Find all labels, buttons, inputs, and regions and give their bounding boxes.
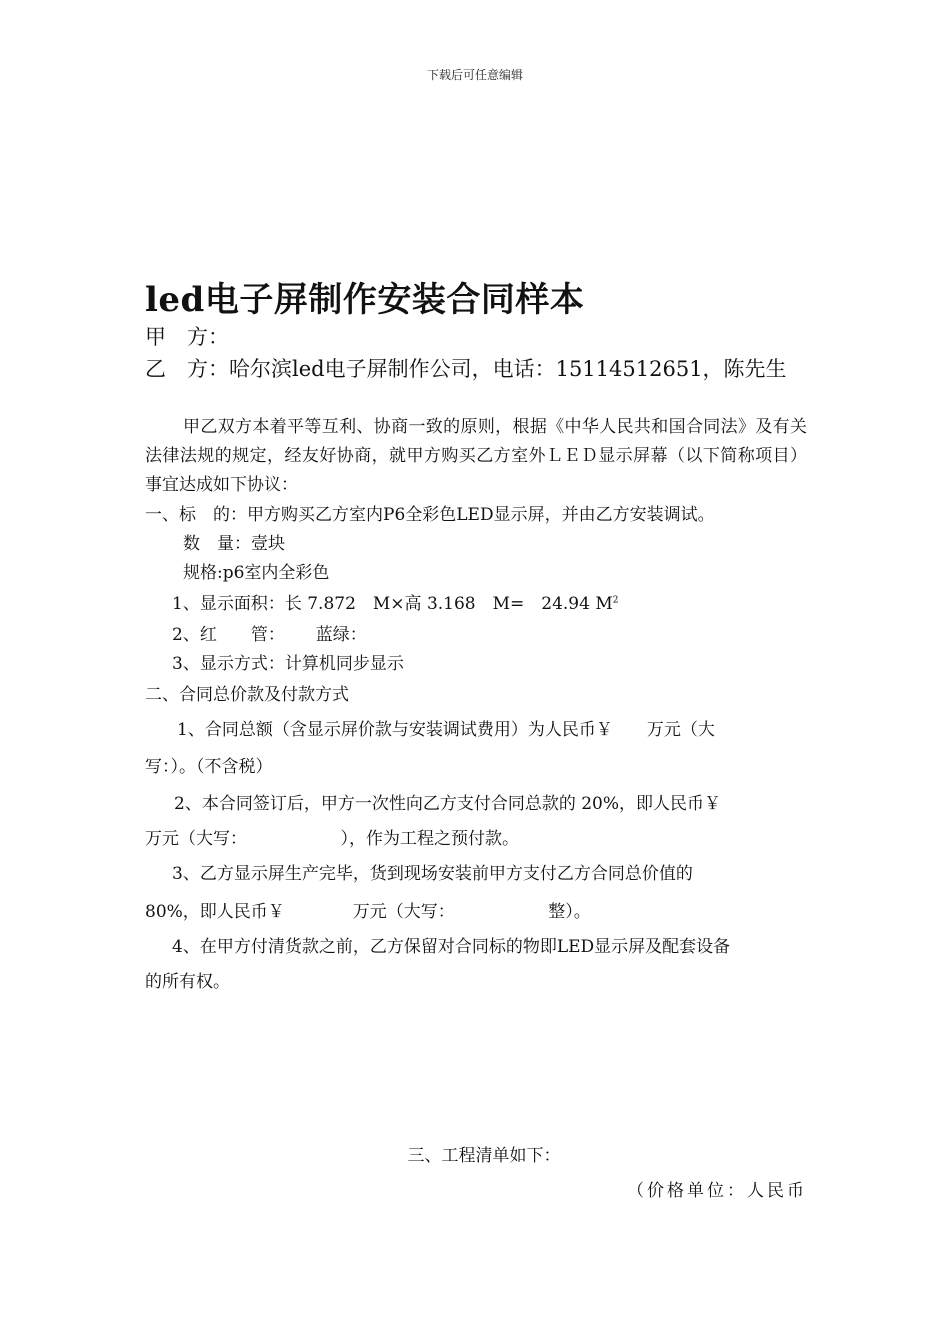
section3-heading xyxy=(0,1142,950,1171)
section2-item1-line1: 1、合同总额（含显示屏价款与安装调试费用）为人民币￥ 万元（大 xyxy=(177,720,715,740)
party-a-line xyxy=(145,322,229,352)
intro-paragraph: 甲乙双方本着平等互利、协商一致的原则，根据《中华人民共和国合同法》及有关法律法规的规定，经友好协商，就甲方购买乙方室外ＬＥＤ显示屏幕（以下简称项目）事宜达成如下协议： xyxy=(145,417,807,495)
party-b-value: 哈尔滨led电子屏制作公司，电话：15114512651，陈先生 xyxy=(229,357,787,381)
section2-item1-line2: 写：）。（不含税） xyxy=(145,757,273,777)
section1-tubes: 2、红 管： 蓝绿： xyxy=(172,625,367,645)
section2-item4-line2: 的所有权。 xyxy=(145,972,230,992)
section1-heading: 一、标 的：甲方购买乙方室内P6全彩色LED显示屏，并由乙方安装调试。 xyxy=(145,505,715,525)
section2-item3-line1: 3、乙方显示屏生产完毕，货到现场安装前甲方支付乙方合同总价值的 xyxy=(172,864,693,884)
party-a-label: 甲 方： xyxy=(145,325,229,349)
section1-quantity: 数 量：壹块 xyxy=(183,534,285,554)
section2-item3-line2: 80%，即人民币￥ 万元（大写： 整）。 xyxy=(145,902,591,922)
party-b-line xyxy=(145,354,787,384)
section2-item2-line1: 2、本合同签订后，甲方一次性向乙方支付合同总款的 20%，即人民币￥ xyxy=(174,794,722,814)
area-text: 1、显示面积：长 7.872 M×高 3.168 M= 24.94 M xyxy=(172,594,613,614)
area-superscript: 2 xyxy=(612,595,619,606)
header-note: 下载后可任意编辑 xyxy=(426,68,523,82)
section3-heading-text: 三、工程清单如下： xyxy=(407,1146,561,1166)
section1-area xyxy=(172,590,618,619)
section1-display-mode: 3、显示方式：计算机同步显示 xyxy=(172,654,404,674)
price-unit-note: （价格单位：人民币 xyxy=(627,1181,807,1201)
section2-item4-line1: 4、在甲方付清货款之前，乙方保留对合同标的物即LED显示屏及配套设备 xyxy=(172,937,731,957)
section1-spec: 规格:p6室内全彩色 xyxy=(183,563,330,583)
contract-title: led电子屏制作安装合同样本 xyxy=(145,280,585,320)
section2-item2-line2: 万元（大写： ），作为工程之预付款。 xyxy=(145,829,519,849)
section2-heading: 二、合同总价款及付款方式 xyxy=(145,685,349,705)
party-b-label: 乙 方： xyxy=(145,357,229,381)
